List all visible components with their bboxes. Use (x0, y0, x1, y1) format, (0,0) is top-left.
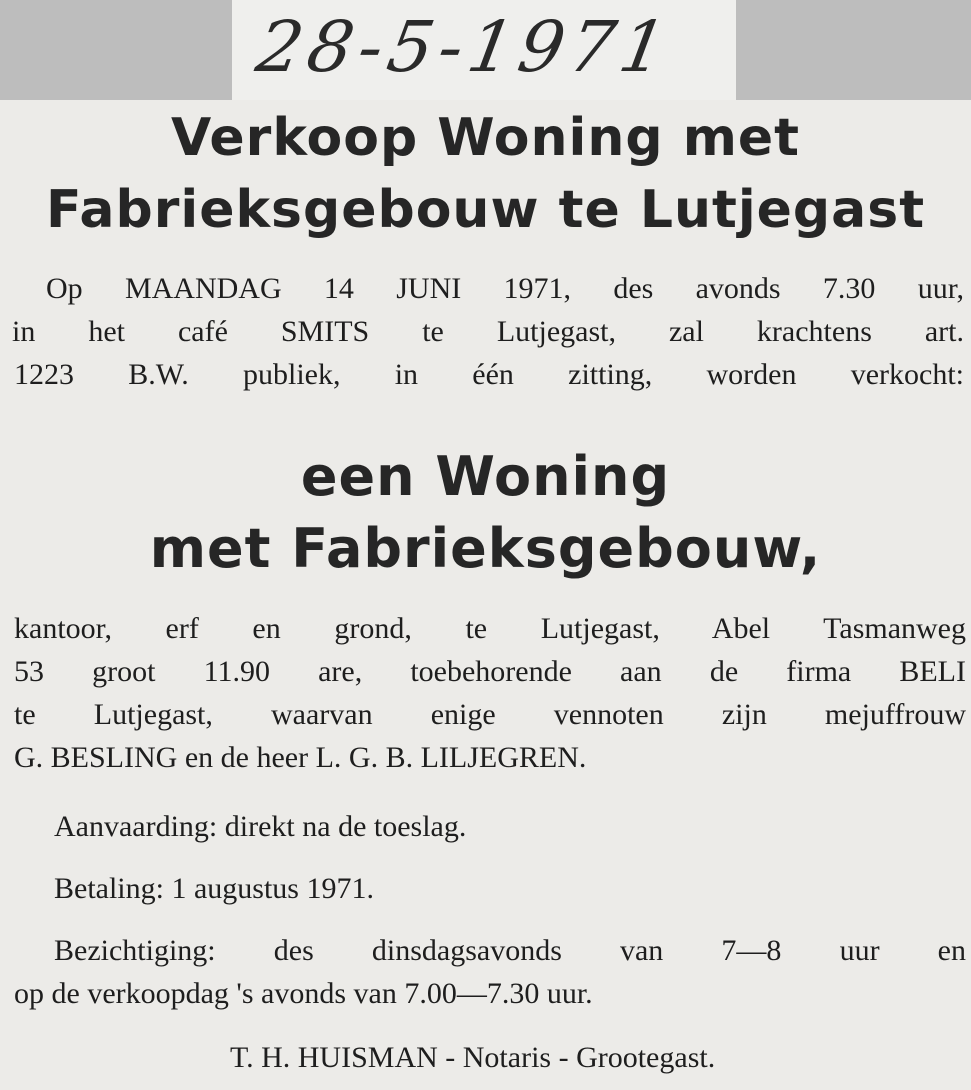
description-line-4: G. BESLING en de heer L. G. B. LILJEGREN. (14, 741, 587, 774)
intro-line-1: Op MAANDAG 14 JUNI 1971, des avonds 7.30 uur, (46, 272, 964, 305)
description-line-3: te Lutjegast, waarvan enige vennoten zijn mejuffrouw (14, 698, 966, 731)
term-bezichtiging-line-1: Bezichtiging: des dinsdagsavonds van 7—8 uur en (54, 934, 966, 967)
description-line-2: 53 groot 11.90 are, toebehorende aan de firma BELI (14, 655, 966, 688)
term-betaling: Betaling: 1 augustus 1971. (54, 872, 374, 905)
intro-line-2: in het café SMITS te Lutjegast, zal krachtens art. (12, 315, 964, 348)
subject-line-2: met Fabrieksgebouw, (149, 517, 822, 580)
background-left-tab (0, 0, 232, 100)
description-line-1: kantoor, erf en grond, te Lutjegast, Abel Tasmanweg (14, 612, 966, 645)
notary-signature: T. H. HUISMAN - Notaris - Grootegast. (230, 1041, 716, 1074)
background-right-tab (736, 0, 971, 100)
term-bezichtiging-line-2: op de verkoopdag 's avonds van 7.00—7.30 uur. (14, 977, 593, 1010)
headline-line-1: Verkoop Woning met (171, 108, 800, 168)
headline-line-2: Fabrieksgebouw te Lutjegast (45, 180, 926, 240)
handwritten-date: 28-5-1971 (250, 6, 679, 88)
intro-line-3: 1223 B.W. publiek, in één zitting, worden verkocht: (14, 358, 964, 391)
subject-line-1: een Woning (300, 445, 671, 508)
term-aanvaarding: Aanvaarding: direkt na de toeslag. (54, 810, 467, 843)
